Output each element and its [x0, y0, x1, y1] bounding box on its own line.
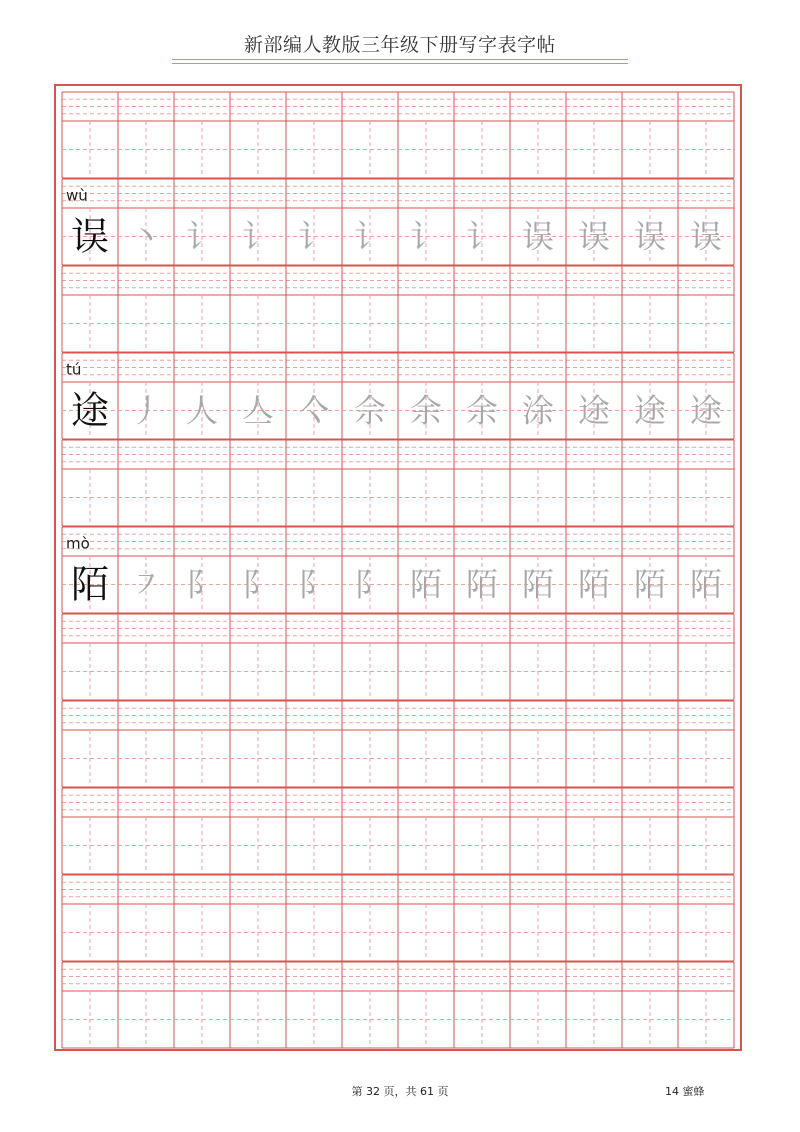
trace-stroke-character: 陌 [689, 565, 723, 604]
model-character: 误 [70, 214, 110, 259]
trace-stroke-character: 讠 [241, 217, 275, 256]
model-character: 途 [70, 388, 110, 433]
trace-stroke-character: 亽 [297, 391, 331, 430]
trace-stroke-character: 误 [577, 217, 611, 256]
pinyin-label: mò [66, 534, 90, 553]
trace-stroke-character: 人 [185, 391, 219, 430]
trace-stroke-character: 陌 [633, 565, 667, 604]
trace-stroke-character: 亼 [241, 391, 275, 430]
publisher-mark: 14 蜜蜂 [665, 1085, 705, 1098]
trace-stroke-character: 余 [465, 391, 499, 430]
trace-stroke-character: 讠 [297, 217, 331, 256]
trace-stroke-character: 陌 [465, 565, 499, 604]
trace-stroke-character: 阝 [297, 565, 331, 604]
trace-stroke-character: 讠 [185, 217, 219, 256]
trace-stroke-character: 陌 [577, 565, 611, 604]
pinyin-label: wù [66, 186, 88, 205]
trace-stroke-character: 陌 [521, 565, 555, 604]
trace-stroke-character: 途 [633, 391, 667, 430]
pinyin-label: tú [66, 360, 82, 379]
trace-stroke-character: 陌 [409, 565, 443, 604]
model-character: 陌 [70, 562, 110, 607]
trace-stroke-character: ㇇ [129, 565, 163, 604]
trace-stroke-character: 阝 [353, 565, 387, 604]
page-number: 第 32 页，共 61 页 [351, 1085, 449, 1098]
trace-stroke-character: 误 [689, 217, 723, 256]
page-title: 新部编人教版三年级下册写字表字帖 [243, 34, 556, 56]
trace-stroke-character: 讠 [409, 217, 443, 256]
trace-stroke-character: 途 [577, 391, 611, 430]
trace-stroke-character: 阝 [185, 565, 219, 604]
trace-stroke-character: 误 [521, 217, 555, 256]
trace-stroke-character: 误 [633, 217, 667, 256]
trace-stroke-character: 丶 [129, 217, 163, 256]
trace-stroke-character: 余 [409, 391, 443, 430]
trace-stroke-character: 涂 [521, 391, 555, 430]
trace-stroke-character: 阝 [241, 565, 275, 604]
trace-stroke-character: 丿 [129, 391, 163, 430]
trace-stroke-character: 讠 [353, 217, 387, 256]
trace-stroke-character: 途 [689, 391, 723, 430]
trace-stroke-character: 佘 [353, 391, 387, 430]
trace-stroke-character: 讠 [465, 217, 499, 256]
